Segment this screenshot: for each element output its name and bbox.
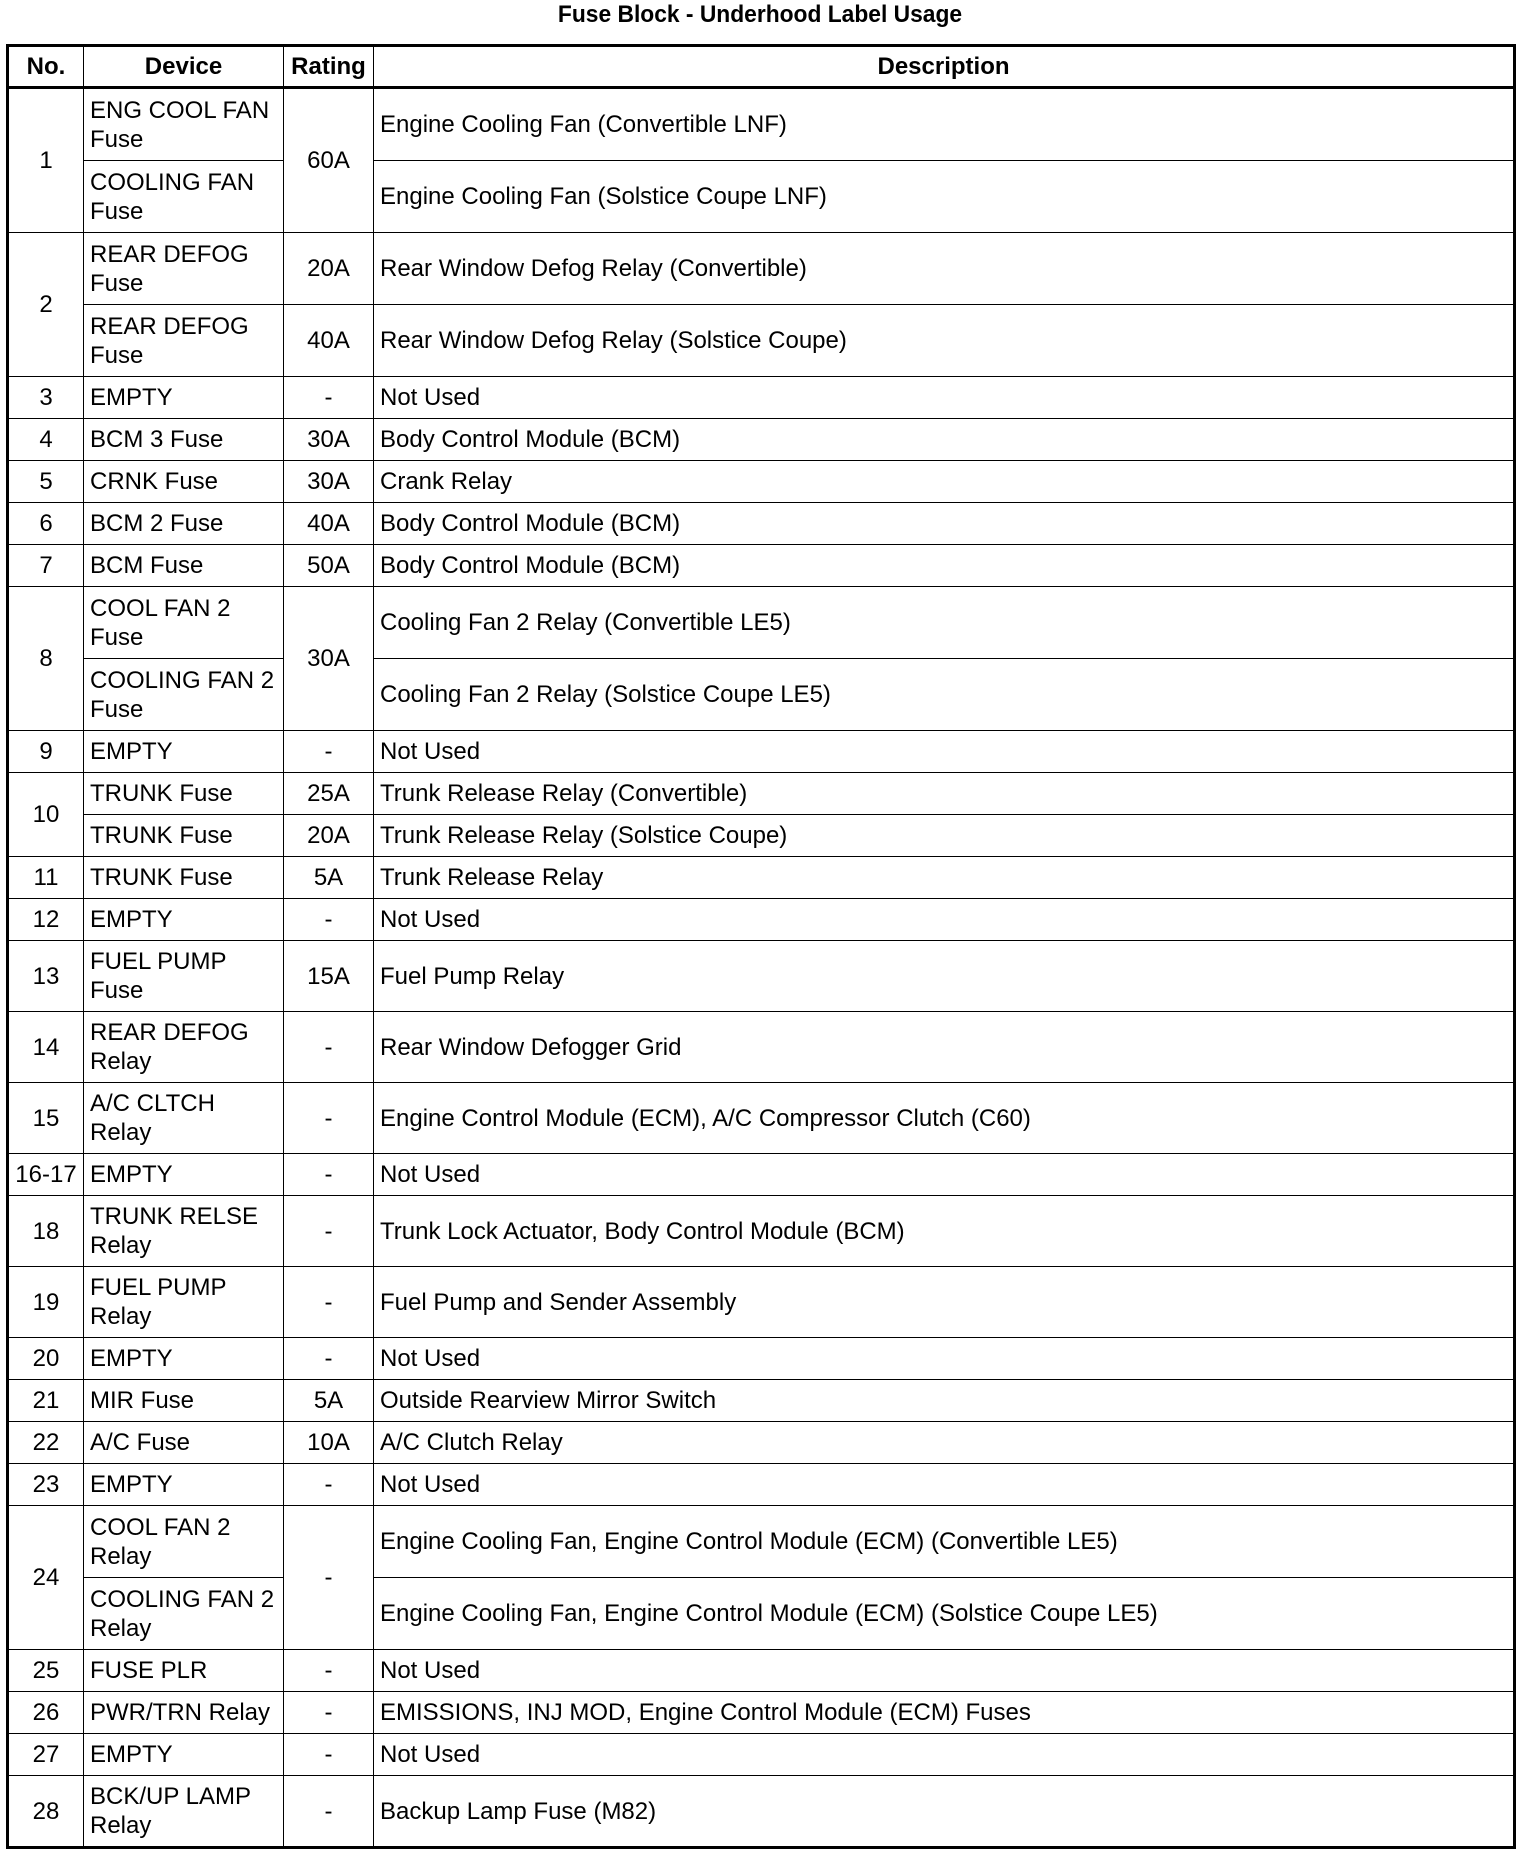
device-name: REAR DEFOG Relay <box>84 1012 284 1083</box>
fuse-number: 19 <box>8 1267 84 1338</box>
device-description: Not Used <box>374 1338 1515 1380</box>
device-description: Not Used <box>374 1650 1515 1692</box>
device-name: BCM 3 Fuse <box>84 419 284 461</box>
table-row <box>8 545 1515 587</box>
fuse-number: 1 <box>8 88 84 233</box>
table-row <box>8 1012 1515 1083</box>
fuse-rating: - <box>284 377 374 419</box>
device-description: Engine Cooling Fan (Convertible LNF) <box>374 88 1515 161</box>
table-row <box>8 1578 1515 1650</box>
fuse-number: 25 <box>8 1650 84 1692</box>
table-row <box>8 1506 1515 1578</box>
device-name: BCM 2 Fuse <box>84 503 284 545</box>
device-description: Outside Rearview Mirror Switch <box>374 1380 1515 1422</box>
fuse-number: 14 <box>8 1012 84 1083</box>
device-name: EMPTY <box>84 1464 284 1506</box>
fuse-rating: - <box>284 1734 374 1776</box>
device-description: Body Control Module (BCM) <box>374 545 1515 587</box>
device-description: Engine Cooling Fan, Engine Control Module (ECM) (Solstice Coupe LE5) <box>374 1578 1515 1650</box>
table-row <box>8 1776 1515 1848</box>
device-description: Trunk Release Relay (Solstice Coupe) <box>374 815 1515 857</box>
fuse-number: 6 <box>8 503 84 545</box>
device-name: REAR DEFOG Fuse <box>84 305 284 377</box>
device-description: Body Control Module (BCM) <box>374 419 1515 461</box>
device-description: Fuel Pump and Sender Assembly <box>374 1267 1515 1338</box>
device-description: Engine Cooling Fan (Solstice Coupe LNF) <box>374 161 1515 233</box>
fuse-number: 5 <box>8 461 84 503</box>
header-row <box>8 46 1515 88</box>
device-name: BCK/UP LAMP Relay <box>84 1776 284 1848</box>
device-description: Fuel Pump Relay <box>374 941 1515 1012</box>
table-body <box>8 88 1515 1848</box>
device-name: CRNK Fuse <box>84 461 284 503</box>
device-description: Trunk Release Relay <box>374 857 1515 899</box>
fuse-usage-table <box>6 44 1516 1849</box>
fuse-rating: - <box>284 1196 374 1267</box>
device-name: TRUNK Fuse <box>84 857 284 899</box>
fuse-rating: 30A <box>284 461 374 503</box>
device-description: EMISSIONS, INJ MOD, Engine Control Module (ECM) Fuses <box>374 1692 1515 1734</box>
fuse-number: 12 <box>8 899 84 941</box>
fuse-rating: 25A <box>284 773 374 815</box>
table-row <box>8 1154 1515 1196</box>
device-description: Not Used <box>374 1734 1515 1776</box>
fuse-rating: - <box>284 899 374 941</box>
table-row <box>8 88 1515 161</box>
device-name: COOLING FAN Fuse <box>84 161 284 233</box>
device-description: Trunk Release Relay (Convertible) <box>374 773 1515 815</box>
header-device: Device <box>84 46 284 88</box>
device-name: MIR Fuse <box>84 1380 284 1422</box>
fuse-rating: - <box>284 731 374 773</box>
fuse-number: 15 <box>8 1083 84 1154</box>
device-name: EMPTY <box>84 1734 284 1776</box>
device-description: Trunk Lock Actuator, Body Control Module (BCM) <box>374 1196 1515 1267</box>
table-row <box>8 857 1515 899</box>
table-row <box>8 899 1515 941</box>
fuse-rating: 5A <box>284 1380 374 1422</box>
table-row <box>8 503 1515 545</box>
fuse-number: 3 <box>8 377 84 419</box>
device-name: REAR DEFOG Fuse <box>84 233 284 305</box>
fuse-rating: - <box>284 1338 374 1380</box>
header-no: No. <box>8 46 84 88</box>
device-name: TRUNK Fuse <box>84 815 284 857</box>
fuse-number: 28 <box>8 1776 84 1848</box>
fuse-rating: - <box>284 1012 374 1083</box>
device-description: Backup Lamp Fuse (M82) <box>374 1776 1515 1848</box>
table-row <box>8 587 1515 659</box>
device-name: FUEL PUMP Fuse <box>84 941 284 1012</box>
fuse-rating: - <box>284 1083 374 1154</box>
fuse-rating: 50A <box>284 545 374 587</box>
fuse-number: 20 <box>8 1338 84 1380</box>
table-row <box>8 1692 1515 1734</box>
table-row <box>8 1464 1515 1506</box>
fuse-number: 21 <box>8 1380 84 1422</box>
device-name: EMPTY <box>84 377 284 419</box>
table-row <box>8 161 1515 233</box>
device-name: COOL FAN 2 Fuse <box>84 587 284 659</box>
fuse-rating: 30A <box>284 419 374 461</box>
device-description: Engine Control Module (ECM), A/C Compressor Clutch (C60) <box>374 1083 1515 1154</box>
fuse-number: 2 <box>8 233 84 377</box>
fuse-rating: - <box>284 1506 374 1650</box>
device-description: Engine Cooling Fan, Engine Control Module (ECM) (Convertible LE5) <box>374 1506 1515 1578</box>
table-row <box>8 1380 1515 1422</box>
table-row <box>8 377 1515 419</box>
fuse-rating: 60A <box>284 88 374 233</box>
table-row <box>8 815 1515 857</box>
device-name: A/C Fuse <box>84 1422 284 1464</box>
page-title: Fuse Block - Underhood Label Usage <box>557 1 963 28</box>
table-row <box>8 1267 1515 1338</box>
fuse-rating: 5A <box>284 857 374 899</box>
fuse-number: 10 <box>8 773 84 857</box>
fuse-number: 4 <box>8 419 84 461</box>
device-name: A/C CLTCH Relay <box>84 1083 284 1154</box>
fuse-number: 13 <box>8 941 84 1012</box>
device-description: Not Used <box>374 1154 1515 1196</box>
fuse-rating: - <box>284 1464 374 1506</box>
device-name: BCM Fuse <box>84 545 284 587</box>
device-name: PWR/TRN Relay <box>84 1692 284 1734</box>
fuse-number: 23 <box>8 1464 84 1506</box>
fuse-rating: 20A <box>284 815 374 857</box>
device-description: Not Used <box>374 377 1515 419</box>
table-row <box>8 305 1515 377</box>
fuse-number: 22 <box>8 1422 84 1464</box>
fuse-number: 24 <box>8 1506 84 1650</box>
table-row <box>8 773 1515 815</box>
table-row <box>8 1650 1515 1692</box>
device-description: A/C Clutch Relay <box>374 1422 1515 1464</box>
device-name: ENG COOL FAN Fuse <box>84 88 284 161</box>
fuse-rating: 20A <box>284 233 374 305</box>
device-description: Not Used <box>374 731 1515 773</box>
table-row <box>8 461 1515 503</box>
fuse-number: 7 <box>8 545 84 587</box>
fuse-rating: - <box>284 1776 374 1848</box>
device-name: FUEL PUMP Relay <box>84 1267 284 1338</box>
fuse-number: 16-17 <box>8 1154 84 1196</box>
fuse-rating: - <box>284 1154 374 1196</box>
device-name: EMPTY <box>84 1154 284 1196</box>
table-row <box>8 1338 1515 1380</box>
device-name: EMPTY <box>84 1338 284 1380</box>
table-row <box>8 233 1515 305</box>
fuse-rating: 40A <box>284 503 374 545</box>
device-description: Not Used <box>374 899 1515 941</box>
fuse-rating: 40A <box>284 305 374 377</box>
fuse-rating: - <box>284 1267 374 1338</box>
fuse-number: 26 <box>8 1692 84 1734</box>
device-description: Rear Window Defogger Grid <box>374 1012 1515 1083</box>
table-row <box>8 731 1515 773</box>
device-description: Crank Relay <box>374 461 1515 503</box>
device-description: Cooling Fan 2 Relay (Solstice Coupe LE5) <box>374 659 1515 731</box>
fuse-rating: - <box>284 1692 374 1734</box>
fuse-rating: - <box>284 1650 374 1692</box>
header-rating: Rating <box>284 46 374 88</box>
fuse-number: 27 <box>8 1734 84 1776</box>
device-name: TRUNK RELSE Relay <box>84 1196 284 1267</box>
fuse-number: 11 <box>8 857 84 899</box>
fuse-rating: 10A <box>284 1422 374 1464</box>
device-name: EMPTY <box>84 731 284 773</box>
device-description: Rear Window Defog Relay (Convertible) <box>374 233 1515 305</box>
device-description: Rear Window Defog Relay (Solstice Coupe) <box>374 305 1515 377</box>
device-description: Body Control Module (BCM) <box>374 503 1515 545</box>
table-row <box>8 1422 1515 1464</box>
table-row <box>8 1083 1515 1154</box>
device-name: COOLING FAN 2 Relay <box>84 1578 284 1650</box>
table-row <box>8 941 1515 1012</box>
table-row <box>8 1196 1515 1267</box>
device-name: COOLING FAN 2 Fuse <box>84 659 284 731</box>
table-row <box>8 1734 1515 1776</box>
device-name: EMPTY <box>84 899 284 941</box>
device-name: FUSE PLR <box>84 1650 284 1692</box>
table-row <box>8 419 1515 461</box>
fuse-number: 8 <box>8 587 84 731</box>
fuse-rating: 15A <box>284 941 374 1012</box>
fuse-number: 18 <box>8 1196 84 1267</box>
device-description: Not Used <box>374 1464 1515 1506</box>
table-row <box>8 659 1515 731</box>
device-description: Cooling Fan 2 Relay (Convertible LE5) <box>374 587 1515 659</box>
device-name: COOL FAN 2 Relay <box>84 1506 284 1578</box>
fuse-rating: 30A <box>284 587 374 731</box>
header-description: Description <box>374 46 1515 88</box>
fuse-number: 9 <box>8 731 84 773</box>
device-name: TRUNK Fuse <box>84 773 284 815</box>
